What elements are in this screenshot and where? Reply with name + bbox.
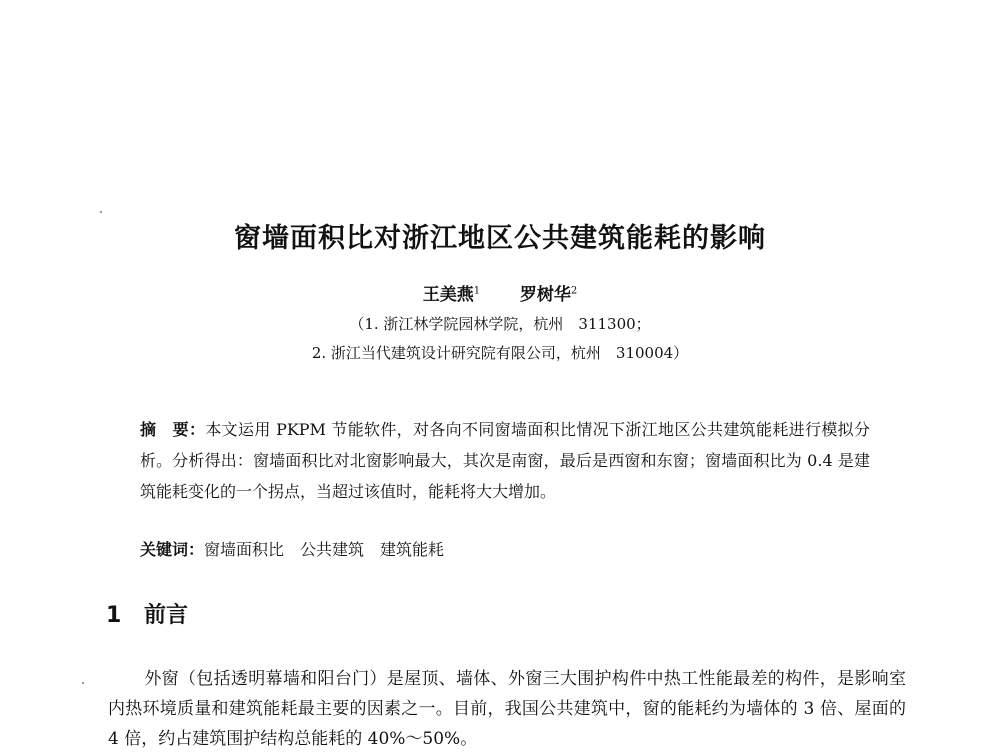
- author-affiliation-mark: 1: [473, 285, 481, 297]
- author-line: [0, 280, 1000, 305]
- abstract-text: 本文运用 PKPM 节能软件，对各向不同窗墙面积比情况下浙江地区公共建筑能耗进行模拟分析。分析得出：窗墙面积比对北窗影响最大，其次是南窗，最后是西窗和东窗；窗墙面积比为 0.4 是建筑能耗变化的一个拐点，当超过该值时，能耗将大大增加。: [140, 420, 870, 501]
- section-heading: [106, 598, 188, 629]
- body-text: 外窗（包括透明幕墙和阳台门）是屋顶、墙体、外窗三大围护构件中热工性能最差的构件，是影响室内热环境质量和建筑能耗最主要的因素之一。目前，我国公共建筑中，窗的能耗约为墙体的 3 倍、屋面的 4 倍，约占建筑围护结构总能耗的 40%～50%。: [108, 669, 906, 749]
- abstract-label: 摘 要：: [140, 420, 206, 439]
- section-title: 前言: [144, 603, 189, 628]
- scan-speck: [82, 682, 84, 684]
- keywords-text: 窗墙面积比 公共建筑 建筑能耗: [204, 540, 445, 559]
- keywords: [140, 537, 444, 560]
- abstract: [140, 414, 870, 507]
- section-number: 1: [106, 603, 122, 628]
- keywords-label: 关键词：: [140, 540, 205, 559]
- paper-title: 窗墙面积比对浙江地区公共建筑能耗的影响: [234, 223, 766, 254]
- affiliation-line: 2. 浙江当代建筑设计研究院有限公司，杭州 310004）: [311, 344, 689, 362]
- author-name: 王美燕: [422, 285, 474, 305]
- scan-speck: [100, 211, 102, 213]
- author-affiliation-mark: 2: [570, 285, 578, 297]
- author-name: 罗树华: [519, 285, 571, 305]
- affiliation-line: （1. 浙江林学院园林学院，杭州 311300；: [349, 315, 651, 333]
